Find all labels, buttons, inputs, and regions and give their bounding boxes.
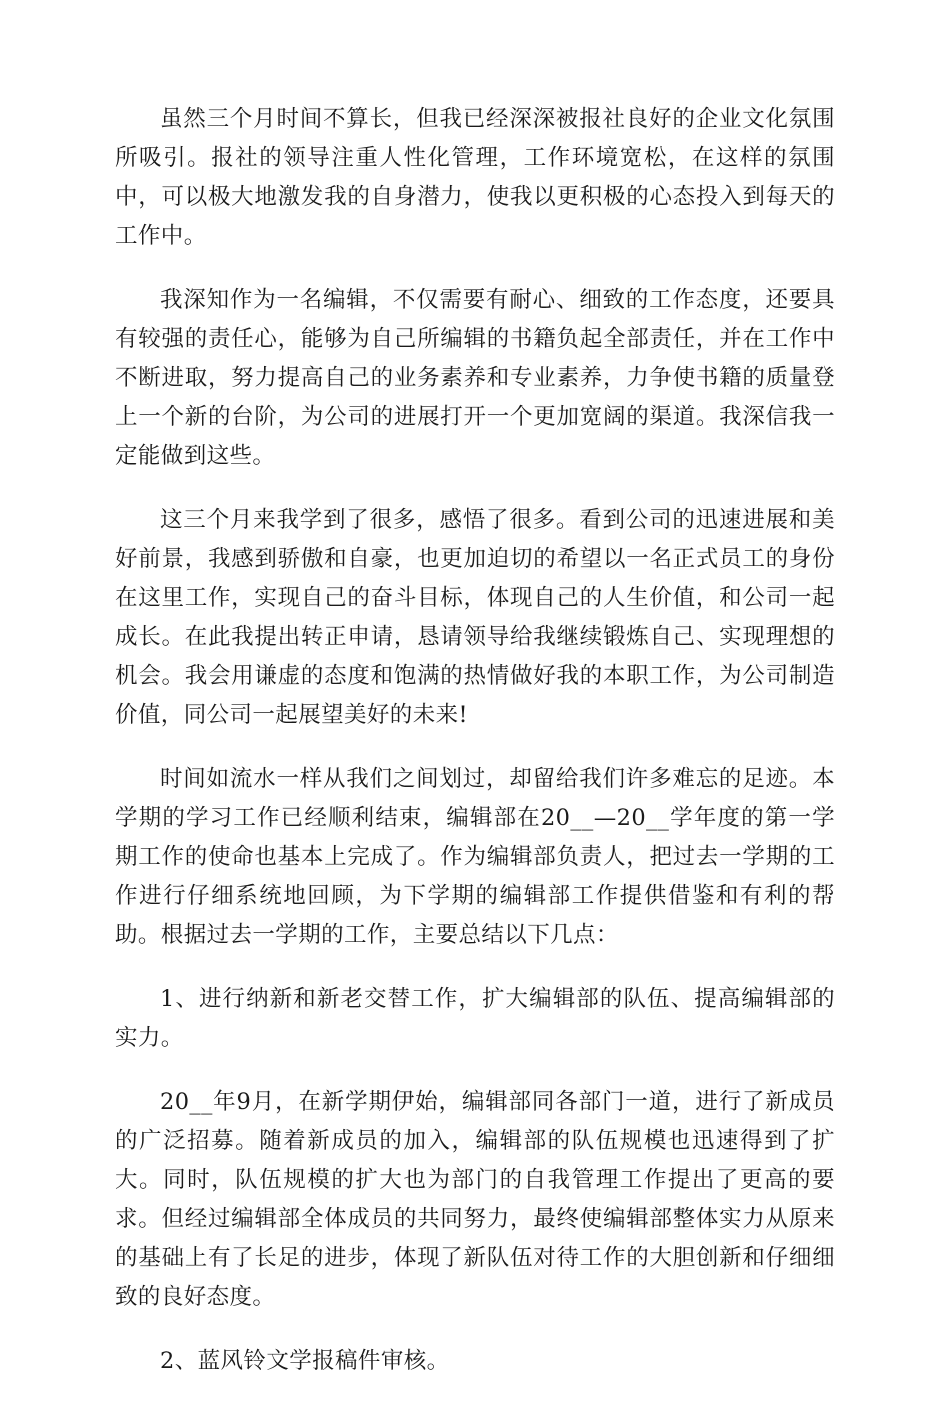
paragraph-editor-responsibility: 我深知作为一名编辑，不仅需要有耐心、细致的工作态度，还要具有较强的责任心，能够为自己所编辑的书籍负起全部责任，并在工作中不断进取，努力提高自己的业务素养和专业素养，力争使书籍的质量登上一个新的台阶，为公司的进展打开一个更加宽阔的渠道。我深信我一定能做到这些。 bbox=[115, 287, 835, 469]
paragraph-semester-review: 时间如流水一样从我们之间划过，却留给我们许多难忘的足迹。本学期的学习工作已经顺利结束，编辑部在20__—20__学年度的第一学期工作的使命也基本上完成了。作为编辑部负责人，把过去一学期的工作进行仔细系统地回顾，为下学期的编辑部工作提供借鉴和有利的帮助。根据过去一学期的工作，主要总结以下几点： bbox=[115, 766, 835, 948]
paragraph-probation-request: 这三个月来我学到了很多，感悟了很多。看到公司的迅速进展和美好前景，我感到骄傲和自豪，也更加迫切的希望以一名正式员工的身份在这里工作，实现自己的奋斗目标，体现自己的人生价值，和公司一起成长。在此我提出转正申请，恳请领导给我继续锻炼自己、实现理想的机会。我会用谦虚的态度和饱满的热情做好我的本职工作，为公司制造价值，同公司一起展望美好的未来! bbox=[115, 507, 835, 728]
paragraph-intro-impression: 虽然三个月时间不算长，但我已经深深被报社良好的企业文化氛围所吸引。报社的领导注重人性化管理，工作环境宽松，在这样的氛围中，可以极大地激发我的自身潜力，使我以更积极的心态投入到每天的工作中。 bbox=[115, 106, 835, 249]
paragraph-recruitment: 20__年9月，在新学期伊始，编辑部同各部门一道，进行了新成员的广泛招募。随着新成员的加入，编辑部的队伍规模也迅速得到了扩大。同时，队伍规模的扩大也为部门的自我管理工作提出了更高的要求。但经过编辑部全体成员的共同努力，最终使编辑部整体实力从原来的基础上有了长足的进步，体现了新队伍对待工作的大胆创新和仔细细致的良好态度。 bbox=[115, 1089, 835, 1310]
paragraph-point-1-heading: 1、进行纳新和新老交替工作，扩大编辑部的队伍、提高编辑部的实力。 bbox=[115, 986, 835, 1051]
document-page bbox=[115, 100, 835, 1406]
paragraph-point-2-heading: 2、蓝风铃文学报稿件审核。 bbox=[160, 1348, 450, 1374]
